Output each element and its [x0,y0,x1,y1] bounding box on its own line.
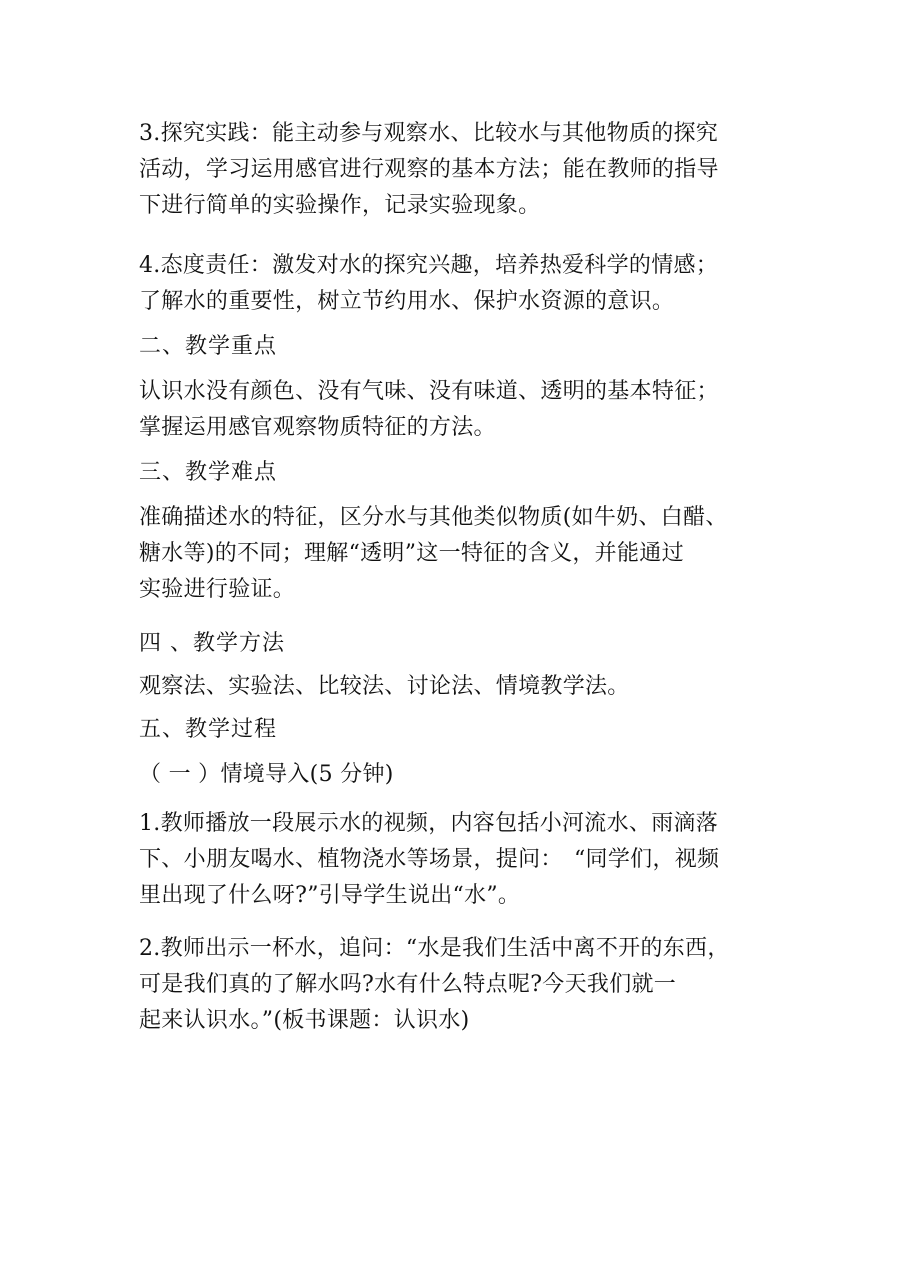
paragraph-line: 1.教师播放一段展示水的视频，内容包括小河流水、雨滴落 [139,811,719,836]
paragraph-line: 认识水没有颜色、没有气味、没有味道、透明的基本特征； [139,379,719,404]
section-2-heading: 二、教学重点 [139,334,278,359]
paragraph-line: 糖水等)的不同；理解“透明”这一特征的含义，并能通过 [139,541,684,566]
paragraph-line: 可是我们真的了解水吗?水有什么特点呢?今天我们就一 [139,972,677,997]
paragraph-line: 了解水的重要性，树立节约用水、保护水资源的意识。 [139,289,675,314]
paragraph-line: 下进行简单的实验操作，记录实验现象。 [139,193,541,218]
step-2-paragraph [139,931,779,1039]
paragraph-line: 4.态度责任：激发对水的探究兴趣，培养热爱科学的情感； [139,253,719,278]
section-3-paragraph [139,500,779,608]
objective-4-paragraph [139,248,779,320]
section-4-paragraph [139,669,779,705]
step-1-paragraph [139,806,779,914]
paragraph-line: 观察法、实验法、比较法、讨论法、情境教学法。 [139,674,630,699]
paragraph-line: 起来认识水。”(板书课题：认识水) [139,1008,470,1033]
section-3-heading: 三、教学难点 [139,460,278,485]
section-5-heading: 五、教学过程 [139,717,278,742]
paragraph-line: 准确描述水的特征，区分水与其他类似物质(如牛奶、白醋、 [139,505,728,530]
paragraph-line: 实验进行验证。 [139,577,296,602]
paragraph-line: 活动，学习运用感官进行观察的基本方法；能在教师的指导 [139,157,719,182]
paragraph-line: 2.教师出示一杯水，追问：“水是我们生活中离不开的东西， [139,936,730,961]
paragraph-line: 3.探究实践：能主动参与观察水、比较水与其他物质的探究 [139,121,719,146]
paragraph-line: 下、小朋友喝水、植物浇水等场景，提问： “同学们，视频 [139,847,720,872]
section-4-heading: 四 、教学方法 [139,631,285,656]
section-2-paragraph [139,374,779,446]
objective-3-paragraph [139,116,779,224]
paragraph-line: 掌握运用感官观察物质特征的方法。 [139,415,496,440]
paragraph-line: 里出现了什么呀?”引导学生说出“水”。 [139,883,521,908]
section-5-subheading: （ 一 ）情境导入(5 分钟) [139,762,394,787]
